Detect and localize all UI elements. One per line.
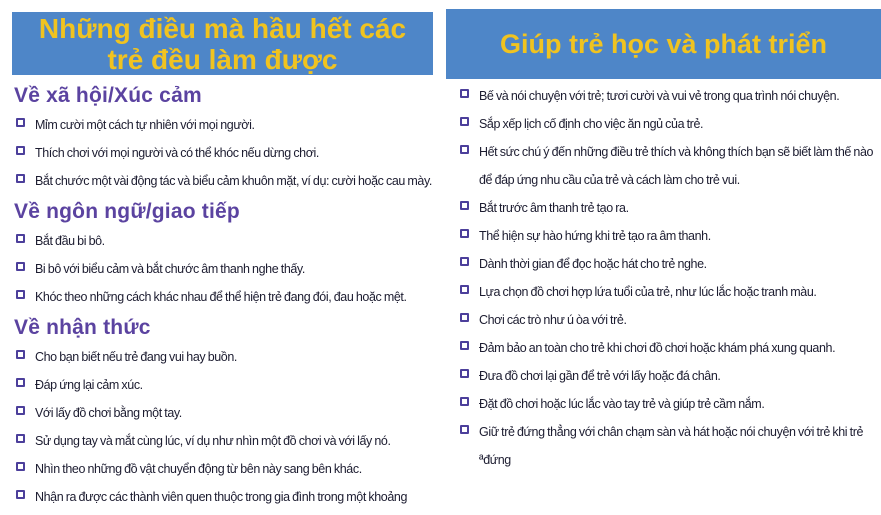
right-banner: [446, 9, 881, 79]
left-banner-title-line1: Những điều mà hầu hết các: [38, 13, 407, 44]
checklist-item-label: Bắt đầu bi bô.: [35, 234, 105, 248]
checkbox[interactable]: [16, 290, 25, 299]
checkbox[interactable]: [460, 201, 469, 210]
checkbox[interactable]: [460, 117, 469, 126]
checkbox[interactable]: [460, 341, 469, 350]
checklist-item-label: Bắt chước một vài động tác và biểu cảm khuôn mặt, ví dụ: cười hoặc cau mày.: [35, 174, 432, 188]
checklist-item: [14, 139, 451, 167]
checkbox[interactable]: [16, 378, 25, 387]
checklist-item: [458, 362, 881, 390]
checkbox[interactable]: [460, 229, 469, 238]
checkbox[interactable]: [460, 313, 469, 322]
checklist-item: [458, 418, 881, 474]
checklist-item: [458, 278, 881, 306]
checkbox[interactable]: [16, 262, 25, 271]
section-heading: Về ngôn ngữ/giao tiếp: [14, 200, 240, 223]
checklist-item-label: Với lấy đồ chơi bằng một tay.: [35, 406, 182, 420]
checkbox[interactable]: [16, 490, 25, 499]
checkbox[interactable]: [460, 369, 469, 378]
checkbox[interactable]: [16, 146, 25, 155]
checklist-item: [458, 82, 881, 110]
checklist-item: [458, 334, 881, 362]
checklist-item-label: Đặt đồ chơi hoặc lúc lắc vào tay trẻ và giúp trẻ cầm nắm.: [479, 397, 765, 411]
left-banner: [12, 12, 433, 75]
checklist-item: [458, 390, 881, 418]
checkbox[interactable]: [16, 406, 25, 415]
checklist-item-label: Chơi các trò như ú òa với trẻ.: [479, 313, 627, 327]
checklist-item: [14, 283, 451, 311]
checkbox[interactable]: [460, 257, 469, 266]
checkbox[interactable]: [16, 118, 25, 127]
checklist-item-label: Mỉm cười một cách tự nhiên với mọi người.: [35, 118, 255, 132]
checklist-item-label: Hết sức chú ý đến những điều trẻ thích và không thích bạn sẽ biết làm thế nào để đáp ứng nhu cầu của trẻ và cách làm cho trẻ vui.: [479, 145, 874, 187]
checklist-item: [14, 227, 451, 255]
checklist-item-label: Đảm bảo an toàn cho trẻ khi chơi đồ chơi hoặc khám phá xung quanh.: [479, 341, 836, 355]
checklist-item-label: Nhận ra được các thành viên quen thuộc trong gia đình trong một khoảng: [35, 490, 408, 504]
checklist-item: [458, 110, 881, 138]
checklist-item-label: Thể hiện sự hào hứng khi trẻ tạo ra âm thanh.: [479, 229, 711, 243]
left-banner-title-line2: trẻ đều làm được: [107, 44, 338, 75]
checklist-item: [458, 306, 881, 334]
left-column: [14, 84, 451, 511]
section-heading: Về nhận thức: [14, 316, 151, 339]
checklist-item-label: Đáp ứng lại cảm xúc.: [35, 378, 143, 392]
checkbox[interactable]: [460, 145, 469, 154]
checklist-item: [14, 167, 451, 195]
section-heading: Về xã hội/Xúc cảm: [14, 84, 202, 107]
checklist-item: [14, 255, 451, 283]
checklist-item: [458, 194, 881, 222]
right-column: [458, 82, 881, 474]
checklist-item: [458, 250, 881, 278]
checklist-item-label: Thích chơi với mọi người và có thể khóc nếu dừng chơi.: [35, 146, 319, 160]
checklist-item-label: Bắt trước âm thanh trẻ tạo ra.: [479, 201, 629, 215]
checklist-item-label: Bế và nói chuyện với trẻ; tươi cười và vui vẻ trong qua trình nói chuyện.: [479, 89, 840, 103]
section-social-emotional: [14, 84, 451, 195]
checklist-item: [14, 399, 451, 427]
checklist-item: [14, 343, 451, 371]
checklist-item: [14, 111, 451, 139]
checkbox[interactable]: [16, 350, 25, 359]
checklist-item-label: Giữ trẻ đứng thẳng với chân chạm sàn và hát hoặc nói chuyện với trẻ khi trẻ ªđứng: [479, 425, 864, 467]
checklist-item: [458, 222, 881, 250]
right-banner-title: Giúp trẻ học và phát triển: [499, 29, 828, 59]
checkbox[interactable]: [16, 462, 25, 471]
checkbox[interactable]: [460, 285, 469, 294]
checkbox[interactable]: [16, 234, 25, 243]
checklist-item: [14, 371, 451, 399]
checklist-item-label: Khóc theo những cách khác nhau để thể hiện trẻ đang đói, đau hoặc mệt.: [35, 290, 407, 304]
checklist-item-label: Nhìn theo những đồ vật chuyển động từ bên này sang bên khác.: [35, 462, 362, 476]
checkbox[interactable]: [460, 425, 469, 434]
checklist-item-label: Lựa chọn đồ chơi hợp lứa tuổi của trẻ, như lúc lắc hoặc tranh màu.: [479, 285, 817, 299]
checklist-item: [14, 427, 451, 455]
checklist-item: [14, 455, 451, 483]
checklist-item: [458, 138, 881, 194]
section-language-communication: [14, 200, 451, 311]
checklist-item: [14, 483, 451, 511]
checkbox[interactable]: [460, 397, 469, 406]
checklist-item-label: Dành thời gian để đọc hoặc hát cho trẻ nghe.: [479, 257, 707, 271]
checkbox[interactable]: [16, 434, 25, 443]
checkbox[interactable]: [16, 174, 25, 183]
checklist-item-label: Cho bạn biết nếu trẻ đang vui hay buồn.: [35, 350, 237, 364]
checklist-item-label: Sử dụng tay và mắt cùng lúc, ví dụ như nhìn một đồ chơi và với lấy nó.: [35, 434, 391, 448]
checklist-item-label: Bi bô với biểu cảm và bắt chước âm thanh nghe thấy.: [35, 262, 305, 276]
section-cognitive: [14, 316, 451, 511]
checklist-item-label: Sắp xếp lịch cố định cho việc ăn ngủ của trẻ.: [479, 117, 704, 131]
checkbox[interactable]: [460, 89, 469, 98]
checklist-item-label: Đưa đồ chơi lại gần để trẻ với lấy hoặc đá chân.: [479, 369, 721, 383]
